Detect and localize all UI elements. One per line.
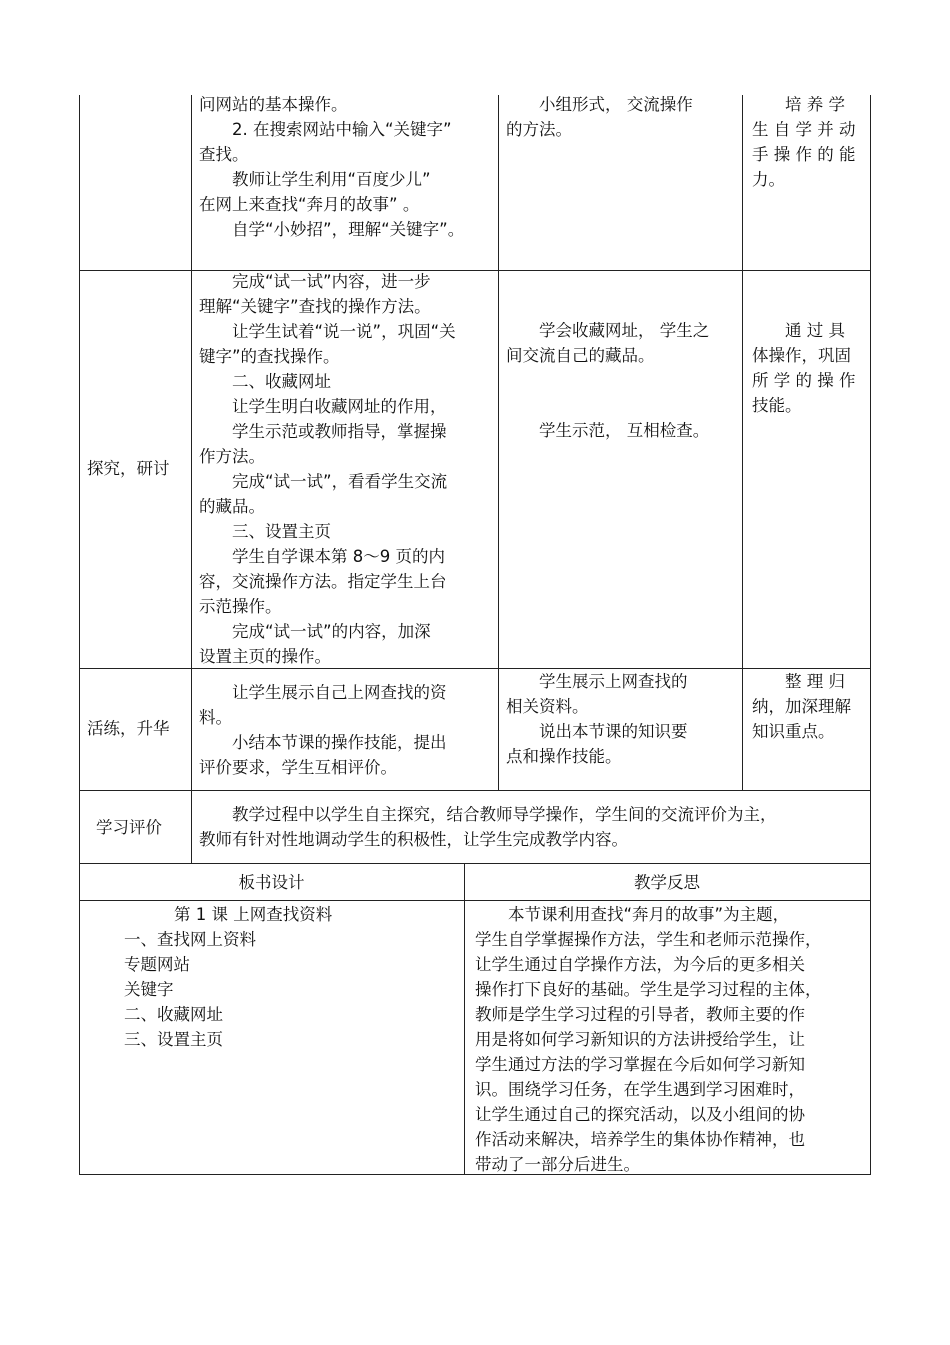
text-line: 纳，加深理解 bbox=[752, 697, 851, 716]
text-line: 容，交流操作方法。指定学生上台 bbox=[199, 572, 447, 591]
text-line: 培 养 学 bbox=[785, 95, 845, 114]
text-line: 所 学 的 操 作 bbox=[752, 371, 856, 390]
text-line: 作活动来解决，培养学生的集体协作精神，也 bbox=[475, 1130, 805, 1149]
text-line: 学生通过方法的学习掌握在今后如何学习新知 bbox=[475, 1055, 805, 1074]
text-line: 用是将如何学习新知识的方法讲授给学生，让 bbox=[475, 1030, 805, 1049]
text-line: 间交流自己的藏品。 bbox=[506, 346, 655, 365]
text-line: 通 过 具 bbox=[785, 321, 845, 340]
board-design-header: 板书设计 bbox=[238, 873, 305, 892]
upper-student-cell bbox=[506, 92, 734, 142]
upper-intent-cell bbox=[752, 92, 862, 192]
text-line: 识。围绕学习任务，在学生遇到学习困难时， bbox=[475, 1080, 805, 1099]
text-line: 生 自 学 并 动 bbox=[752, 120, 856, 139]
practice-student-cell bbox=[506, 669, 734, 769]
text-line: 完成“试一试”内容，进一步 bbox=[232, 272, 431, 291]
explore-label: 探究，研讨 bbox=[87, 459, 170, 478]
text-line: 一、查找网上资料 bbox=[124, 930, 256, 949]
text-line: 作方法。 bbox=[199, 447, 265, 466]
text-line: 教师是学生学习过程的引导者，教师主要的作 bbox=[475, 1005, 805, 1024]
text-line: 自学“小妙招”，理解“关键字”。 bbox=[232, 220, 465, 239]
text-line: 教学过程中以学生自主探究，结合教师导学操作，学生间的交流评价为主， bbox=[232, 805, 777, 824]
reflection-header: 教学反思 bbox=[634, 873, 700, 892]
text-line: 三、设置主页 bbox=[232, 522, 331, 541]
table-rule bbox=[870, 95, 871, 1175]
text-line: 关键字 bbox=[124, 980, 174, 999]
explore-student-cell bbox=[506, 318, 734, 443]
explore-intent-cell bbox=[752, 318, 862, 418]
text-line: 带动了一部分后进生。 bbox=[475, 1155, 640, 1174]
text-line: 力。 bbox=[752, 170, 785, 189]
text-line: 知识重点。 bbox=[752, 722, 835, 741]
text-line: 问网站的基本操作。 bbox=[199, 95, 348, 114]
text-line: 的藏品。 bbox=[199, 497, 265, 516]
text-line: 学生示范， 互相检查。 bbox=[539, 421, 710, 440]
text-line: 学生展示上网查找的 bbox=[539, 672, 688, 691]
text-line: 技能。 bbox=[752, 396, 802, 415]
text-line: 学生示范或教师指导，掌握操 bbox=[232, 422, 447, 441]
text-line: 设置主页的操作。 bbox=[199, 647, 331, 666]
text-line: 完成“试一试”的内容，加深 bbox=[232, 622, 431, 641]
explore-activity-cell bbox=[199, 269, 491, 669]
text-line: 小结本节课的操作技能，提出 bbox=[232, 733, 447, 752]
text-line: 点和操作技能。 bbox=[506, 747, 622, 766]
practice-activity-cell bbox=[199, 680, 491, 780]
evaluation-label: 学习评价 bbox=[96, 818, 162, 837]
text-line: 学生自学掌握操作方法，学生和老师示范操作， bbox=[475, 930, 822, 949]
text-line: 2. 在搜索网站中输入“关键字” bbox=[232, 120, 452, 139]
practice-label: 活练，升华 bbox=[87, 719, 170, 738]
table-rule bbox=[498, 95, 499, 790]
text-line: 整 理 归 bbox=[785, 672, 845, 691]
text-line: 三、设置主页 bbox=[124, 1030, 223, 1049]
text-line: 让学生试着“说一说”，巩固“关 bbox=[232, 322, 456, 341]
table-rule bbox=[79, 790, 871, 791]
text-line: 操作打下良好的基础。学生是学习过程的主体， bbox=[475, 980, 822, 999]
table-rule bbox=[79, 863, 871, 864]
text-line: 理解“关键字”查找的操作方法。 bbox=[199, 297, 431, 316]
text-line: 让学生通过自学操作方法，为今后的更多相关 bbox=[475, 955, 805, 974]
board-design-cell bbox=[124, 902, 454, 1052]
table-rule bbox=[191, 95, 192, 863]
text-line: 让学生明白收藏网址的作用， bbox=[232, 397, 447, 416]
upper-activity-cell bbox=[199, 92, 491, 242]
board-title: 第 1 课 上网查找资料 bbox=[174, 905, 333, 924]
text-line: 让学生展示自己上网查找的资 bbox=[232, 683, 447, 702]
text-line: 说出本节课的知识要 bbox=[539, 722, 688, 741]
text-line: 相关资料。 bbox=[506, 697, 589, 716]
text-line: 二、收藏网址 bbox=[232, 372, 331, 391]
practice-intent-cell bbox=[752, 669, 862, 744]
text-line: 本节课利用查找“奔月的故事”为主题， bbox=[508, 905, 790, 924]
text-line: 料。 bbox=[199, 708, 232, 727]
text-line: 评价要求，学生互相评价。 bbox=[199, 758, 397, 777]
text-line: 专题网站 bbox=[124, 955, 190, 974]
text-line: 教师有针对性地调动学生的积极性，让学生完成教学内容。 bbox=[199, 830, 628, 849]
table-rule bbox=[464, 863, 465, 1174]
evaluation-cell bbox=[199, 802, 864, 852]
text-line: 的方法。 bbox=[506, 120, 572, 139]
text-line: 示范操作。 bbox=[199, 597, 282, 616]
text-line: 键字”的查找操作。 bbox=[199, 347, 340, 366]
text-line: 让学生通过自己的探究活动，以及小组间的协 bbox=[475, 1105, 805, 1124]
text-line: 手 操 作 的 能 bbox=[752, 145, 856, 164]
table-rule bbox=[79, 95, 80, 1175]
text-line: 在网上来查找“奔月的故事” 。 bbox=[199, 195, 420, 214]
text-line: 查找。 bbox=[199, 145, 249, 164]
table-rule bbox=[742, 95, 743, 790]
text-line: 学会收藏网址， 学生之 bbox=[539, 321, 710, 340]
text-line: 二、收藏网址 bbox=[124, 1005, 223, 1024]
reflection-cell bbox=[475, 902, 863, 1177]
text-line: 学生自学课本第 8～9 页的内 bbox=[232, 547, 445, 566]
text-line: 教师让学生利用“百度少儿” bbox=[232, 170, 431, 189]
text-line: 体操作，巩固 bbox=[752, 346, 851, 365]
table-rule bbox=[79, 900, 871, 901]
text-line: 小组形式， 交流操作 bbox=[539, 95, 693, 114]
text-line: 完成“试一试”，看看学生交流 bbox=[232, 472, 448, 491]
